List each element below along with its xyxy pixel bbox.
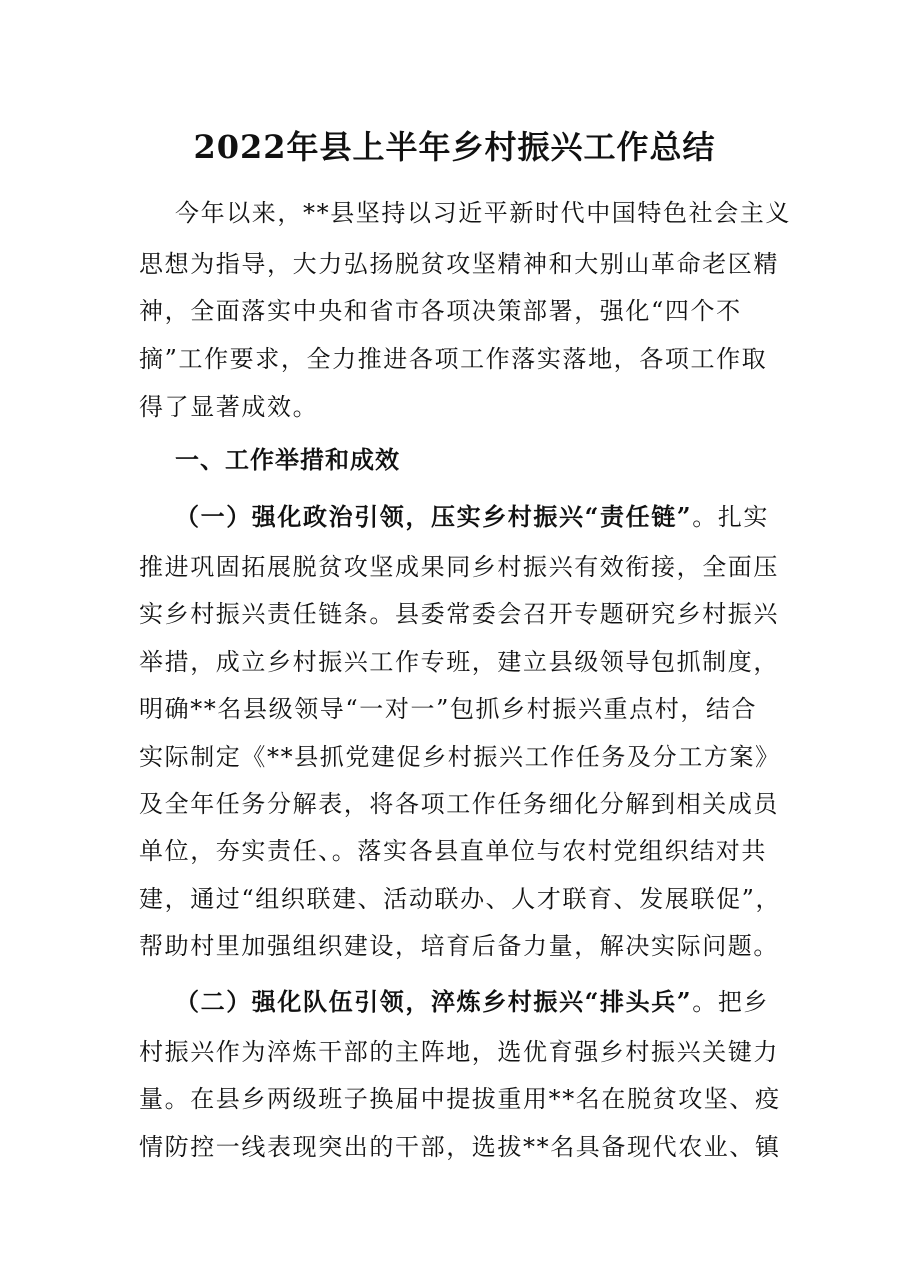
body-line: 举措，成立乡村振兴工作专班，建立县级领导包抓制度， xyxy=(139,648,779,676)
body-line: 推进巩固拓展脱贫攻坚成果同乡村振兴有效衔接，全面压 xyxy=(139,553,779,581)
body-line: 及全年任务分解表，将各项工作任务细化分解到相关成员 xyxy=(139,790,779,818)
subsection-heading: （一）强化政治引领，压实乡村振兴“责任链” xyxy=(175,502,693,531)
body-line: 帮助村里加强组织建设，培育后备力量，解决实际问题。 xyxy=(139,932,779,960)
intro-line: 得了显著成效。 xyxy=(139,393,319,421)
subsection-lead-line xyxy=(175,985,815,1019)
body-line: 实际制定《**县抓党建促乡村振兴工作任务及分工方案》 xyxy=(139,743,781,771)
subsection-lead-tail: 。扎实 xyxy=(692,503,770,531)
body-line: 实乡村振兴责任链条。县委常委会召开专题研究乡村振兴 xyxy=(139,600,779,628)
section-heading: 一、工作举措和成效 xyxy=(175,445,400,474)
body-line: 单位，夯实责任、。落实各县直单位与农村党组织结对共 xyxy=(139,837,767,865)
body-line: 建，通过“组织联建、活动联办、人才联育、发展联促”， xyxy=(139,885,782,913)
subsection-lead-line xyxy=(175,500,815,534)
intro-line: 今年以来，**县坚持以习近平新时代中国特色社会主义 xyxy=(175,199,791,227)
intro-line: 思想为指导，大力弘扬脱贫攻坚精神和大别山革命老区精 xyxy=(139,250,779,278)
subsection-lead-tail: 。把乡 xyxy=(692,988,770,1016)
subsection-heading: （二）强化队伍引领，淬炼乡村振兴“排头兵” xyxy=(175,987,693,1016)
body-line: 情防控一线表现突出的干部，选拔**名具备现代农业、镇 xyxy=(139,1133,781,1161)
intro-line: 神，全面落实中央和省市各项决策部署，强化“四个不 xyxy=(139,297,742,325)
body-line: 量。在县乡两级班子换届中提拔重用**名在脱贫攻坚、疫 xyxy=(139,1085,781,1113)
document-title: 2022年县上半年乡村振兴工作总结 xyxy=(193,128,716,166)
body-line: 明确**名县级领导“一对一”包抓乡村振兴重点村，结合 xyxy=(139,695,758,723)
body-line: 村振兴作为淬炼干部的主阵地，选优育强乡村振兴关键力 xyxy=(139,1038,779,1066)
intro-line: 摘”工作要求，全力推进各项工作落实落地，各项工作取 xyxy=(139,345,768,373)
